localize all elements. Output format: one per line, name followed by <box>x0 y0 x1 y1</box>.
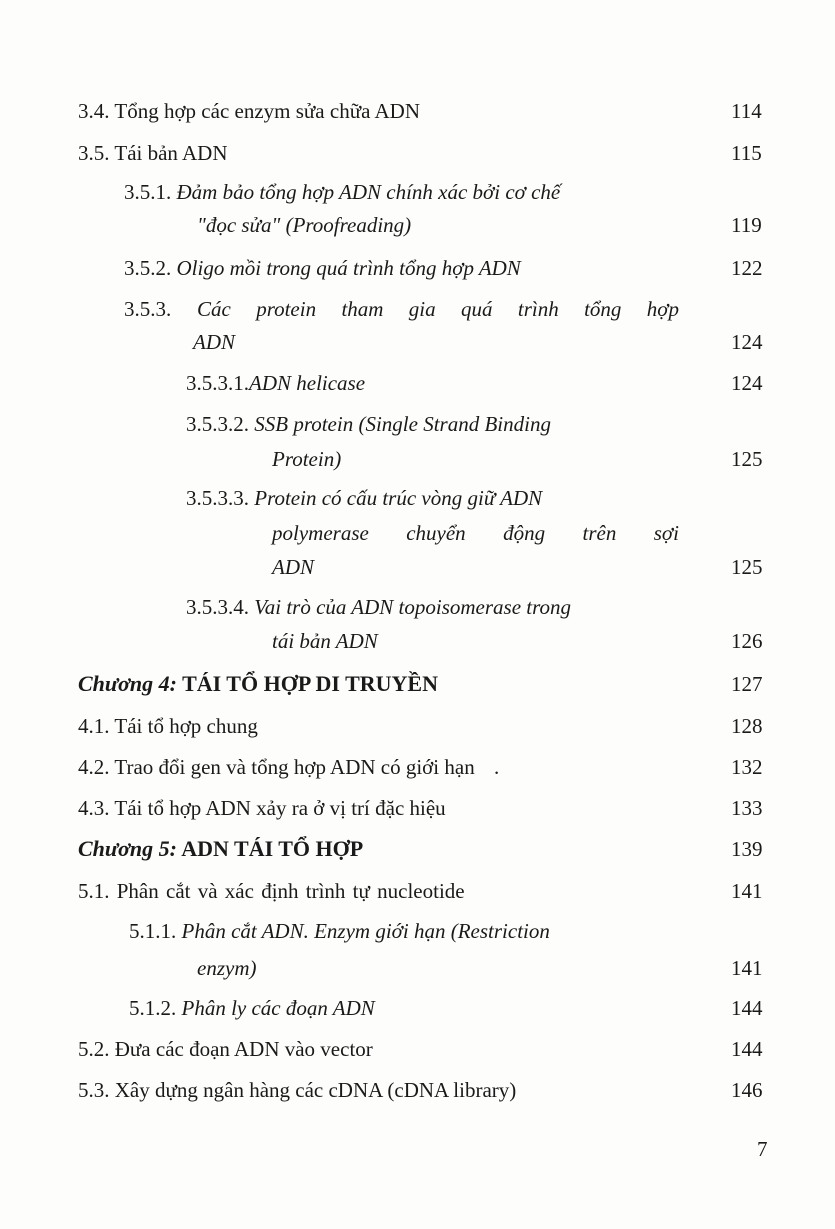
title-word: Các <box>197 297 231 321</box>
entry-page: 133 <box>731 796 763 820</box>
entry-title-continued: Protein) <box>272 447 342 471</box>
entry-number: 5.3. <box>78 1078 110 1102</box>
title-word: protein <box>256 297 317 321</box>
toc-entry-5-1-2 <box>129 996 375 1020</box>
toc-entry-5-1-1 <box>129 919 550 943</box>
entry-page: 124 <box>731 330 763 354</box>
entry-title: Tái tổ hợp ADN xảy ra ở vị trí đặc hiệu <box>114 796 446 820</box>
title-word: trên <box>582 521 617 545</box>
entry-page: 119 <box>731 213 762 237</box>
entry-page: 139 <box>731 837 763 861</box>
toc-entry-3-5-3-3 <box>186 486 542 510</box>
entry-page: 127 <box>731 672 763 696</box>
entry-page: 141 <box>731 956 763 980</box>
toc-entry-5-3 <box>78 1078 516 1102</box>
title-word: sợi <box>653 521 679 545</box>
entry-title: ADN helicase <box>249 371 366 395</box>
entry-page: 115 <box>731 141 762 165</box>
chapter-title: TÁI TỔ HỢP DI TRUYỀN <box>182 671 438 696</box>
entry-page: 144 <box>731 996 763 1020</box>
entry-number: 3.5.3. <box>124 297 172 321</box>
entry-page: 124 <box>731 371 763 395</box>
title-word: hợp <box>646 297 679 321</box>
entry-title: Tái bản ADN <box>114 141 228 165</box>
entry-number: 5.1.2. <box>129 996 177 1020</box>
entry-title: SSB protein (Single Strand Binding <box>254 412 551 436</box>
toc-entry-3-5-3 <box>124 297 171 321</box>
toc-entry-3-5 <box>78 141 228 165</box>
chapter-heading-4 <box>78 672 438 696</box>
entry-page: 125 <box>731 447 763 471</box>
title-word: tham <box>341 297 384 321</box>
toc-entry-4-2 <box>78 755 499 779</box>
entry-title: Xây dựng ngân hàng các cDNA (cDNA library) <box>114 1078 517 1102</box>
entry-title-continued: ADN <box>193 330 235 354</box>
entry-number: 3.5.3.4. <box>186 595 249 619</box>
entry-number: 4.3. <box>78 796 110 820</box>
toc-entry-3-5-1 <box>124 180 560 204</box>
chapter-label: Chương 4: <box>78 671 177 696</box>
entry-title-continued: "đọc sửa" (Proofreading) <box>197 213 412 237</box>
entry-number: 4.1. <box>78 714 110 738</box>
entry-title: Oligo mồi trong quá trình tổng hợp ADN <box>176 256 521 280</box>
entry-number: 5.2. <box>78 1037 110 1061</box>
entry-page: 125 <box>731 555 763 579</box>
title-word: động <box>503 521 546 545</box>
chapter-label: Chương 5: <box>78 836 177 861</box>
toc-entry-4-1 <box>78 714 258 738</box>
entry-page: 146 <box>731 1078 763 1102</box>
entry-title-continued <box>272 521 679 545</box>
toc-entry-3-5-2 <box>124 256 521 280</box>
toc-entry-4-3 <box>78 796 446 820</box>
entry-number: 5.1. <box>78 879 110 903</box>
entry-number: 3.5.3.1. <box>186 371 249 395</box>
entry-page: 128 <box>731 714 763 738</box>
chapter-heading-5 <box>78 837 363 861</box>
entry-number: 5.1.1. <box>129 919 177 943</box>
entry-page: 132 <box>731 755 763 779</box>
entry-number: 3.5. <box>78 141 110 165</box>
toc-entry-5-1 <box>78 879 465 903</box>
stray-mark: . <box>493 755 500 779</box>
entry-title: Vai trò của ADN topoisomerase trong <box>254 595 572 619</box>
entry-title: Protein có cấu trúc vòng giữ ADN <box>254 486 543 510</box>
entry-title: Trao đổi gen và tổng hợp ADN có giới hạn <box>114 755 475 779</box>
entry-title: Phân cắt ADN. Enzym giới hạn (Restriction <box>181 919 550 943</box>
entry-number: 3.5.3.2. <box>186 412 249 436</box>
page-number: 7 <box>757 1137 768 1161</box>
entry-page: 144 <box>731 1037 763 1061</box>
entry-title <box>197 297 679 321</box>
entry-number: 4.2. <box>78 755 110 779</box>
entry-title-continued: tái bản ADN <box>272 629 378 653</box>
entry-page: 141 <box>731 879 763 903</box>
title-word: gia <box>408 297 436 321</box>
entry-number: 3.4. <box>78 99 110 123</box>
entry-title: Tổng hợp các enzym sửa chữa ADN <box>114 99 420 123</box>
entry-number: 3.5.3.3. <box>186 486 249 510</box>
entry-title-continued: ADN <box>272 555 314 579</box>
toc-entry-5-2 <box>78 1037 373 1061</box>
entry-title: Phân cắt và xác định trình tự nucleotide <box>116 879 465 903</box>
entry-page: 122 <box>731 256 763 280</box>
title-word: quá <box>461 297 493 321</box>
entry-number: 3.5.2. <box>124 256 172 280</box>
toc-entry-3-5-3-1 <box>186 371 365 395</box>
title-word: tổng <box>584 297 622 321</box>
title-word: polymerase <box>272 521 369 545</box>
toc-entry-3-5-3-4 <box>186 595 571 619</box>
entry-title: Đưa các đoạn ADN vào vector <box>114 1037 373 1061</box>
chapter-title: ADN TÁI TỔ HỢP <box>181 836 364 861</box>
entry-page: 114 <box>731 99 762 123</box>
toc-entry-3-4 <box>78 99 420 123</box>
title-word: trình <box>517 297 559 321</box>
title-word: chuyển <box>406 521 466 545</box>
entry-number: 3.5.1. <box>124 180 172 204</box>
entry-title-continued: enzym) <box>197 956 257 980</box>
entry-title: Đảm bảo tổng hợp ADN chính xác bởi cơ chế <box>176 180 561 204</box>
entry-title: Tái tổ hợp chung <box>114 714 258 738</box>
entry-title: Phân ly các đoạn ADN <box>181 996 375 1020</box>
toc-entry-3-5-3-2 <box>186 412 551 436</box>
entry-page: 126 <box>731 629 763 653</box>
